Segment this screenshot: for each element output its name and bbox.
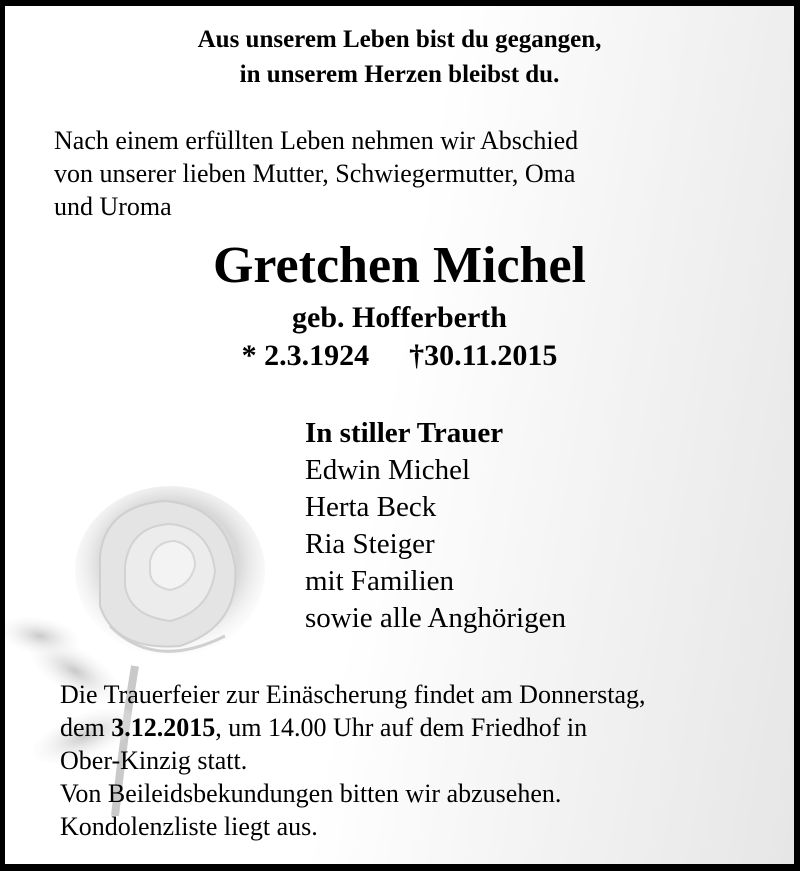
deceased-name: Gretchen Michel [212, 237, 587, 294]
mourner-name: Herta Beck [305, 491, 437, 523]
mourner-name: mit Familien [305, 565, 455, 597]
mourner-name: Ria Steiger [305, 528, 435, 560]
intro-line-1: Nach einem erfüllten Leben nehmen wir Abschied [54, 126, 579, 155]
motto [5, 22, 794, 92]
mourner-name: sowie alle Anghörigen [305, 602, 566, 634]
mourners-list [305, 415, 566, 637]
obituary-card [5, 6, 794, 864]
notice-line-4: Von Beileidsbekundungen bitten wir abzusehen. [60, 779, 562, 808]
notice-line-2 [60, 711, 646, 744]
intro-line-2: von unserer lieben Mutter, Schwiegermutter, Oma [54, 159, 576, 188]
death-date: †30.11.2015 [409, 339, 558, 372]
intro-text [54, 124, 578, 223]
motto-line-1: Aus unserem Leben bist du gegangen, [197, 26, 602, 53]
funeral-date: 3.12.2015 [111, 713, 216, 742]
mourner-name: Edwin Michel [305, 454, 471, 486]
life-dates [5, 338, 794, 374]
notice-line-2-suffix: , um 14.00 Uhr auf dem Friedhof in [215, 713, 588, 742]
funeral-notice [60, 678, 646, 843]
notice-line-2-prefix: dem [60, 713, 112, 742]
notice-line-1: Die Trauerfeier zur Einäscherung findet am Donnerstag, [60, 680, 646, 709]
maiden-name: geb. Hofferberth [292, 301, 507, 334]
motto-line-2: in unserem Herzen bleibst du. [239, 61, 560, 88]
birth-date: * 2.3.1924 [241, 339, 370, 372]
notice-line-3: Ober-Kinzig statt. [60, 746, 248, 775]
notice-line-5: Kondolenzliste liegt aus. [60, 812, 318, 841]
intro-line-3: und Uroma [54, 192, 172, 221]
mourners-heading: In stiller Trauer [305, 417, 504, 449]
